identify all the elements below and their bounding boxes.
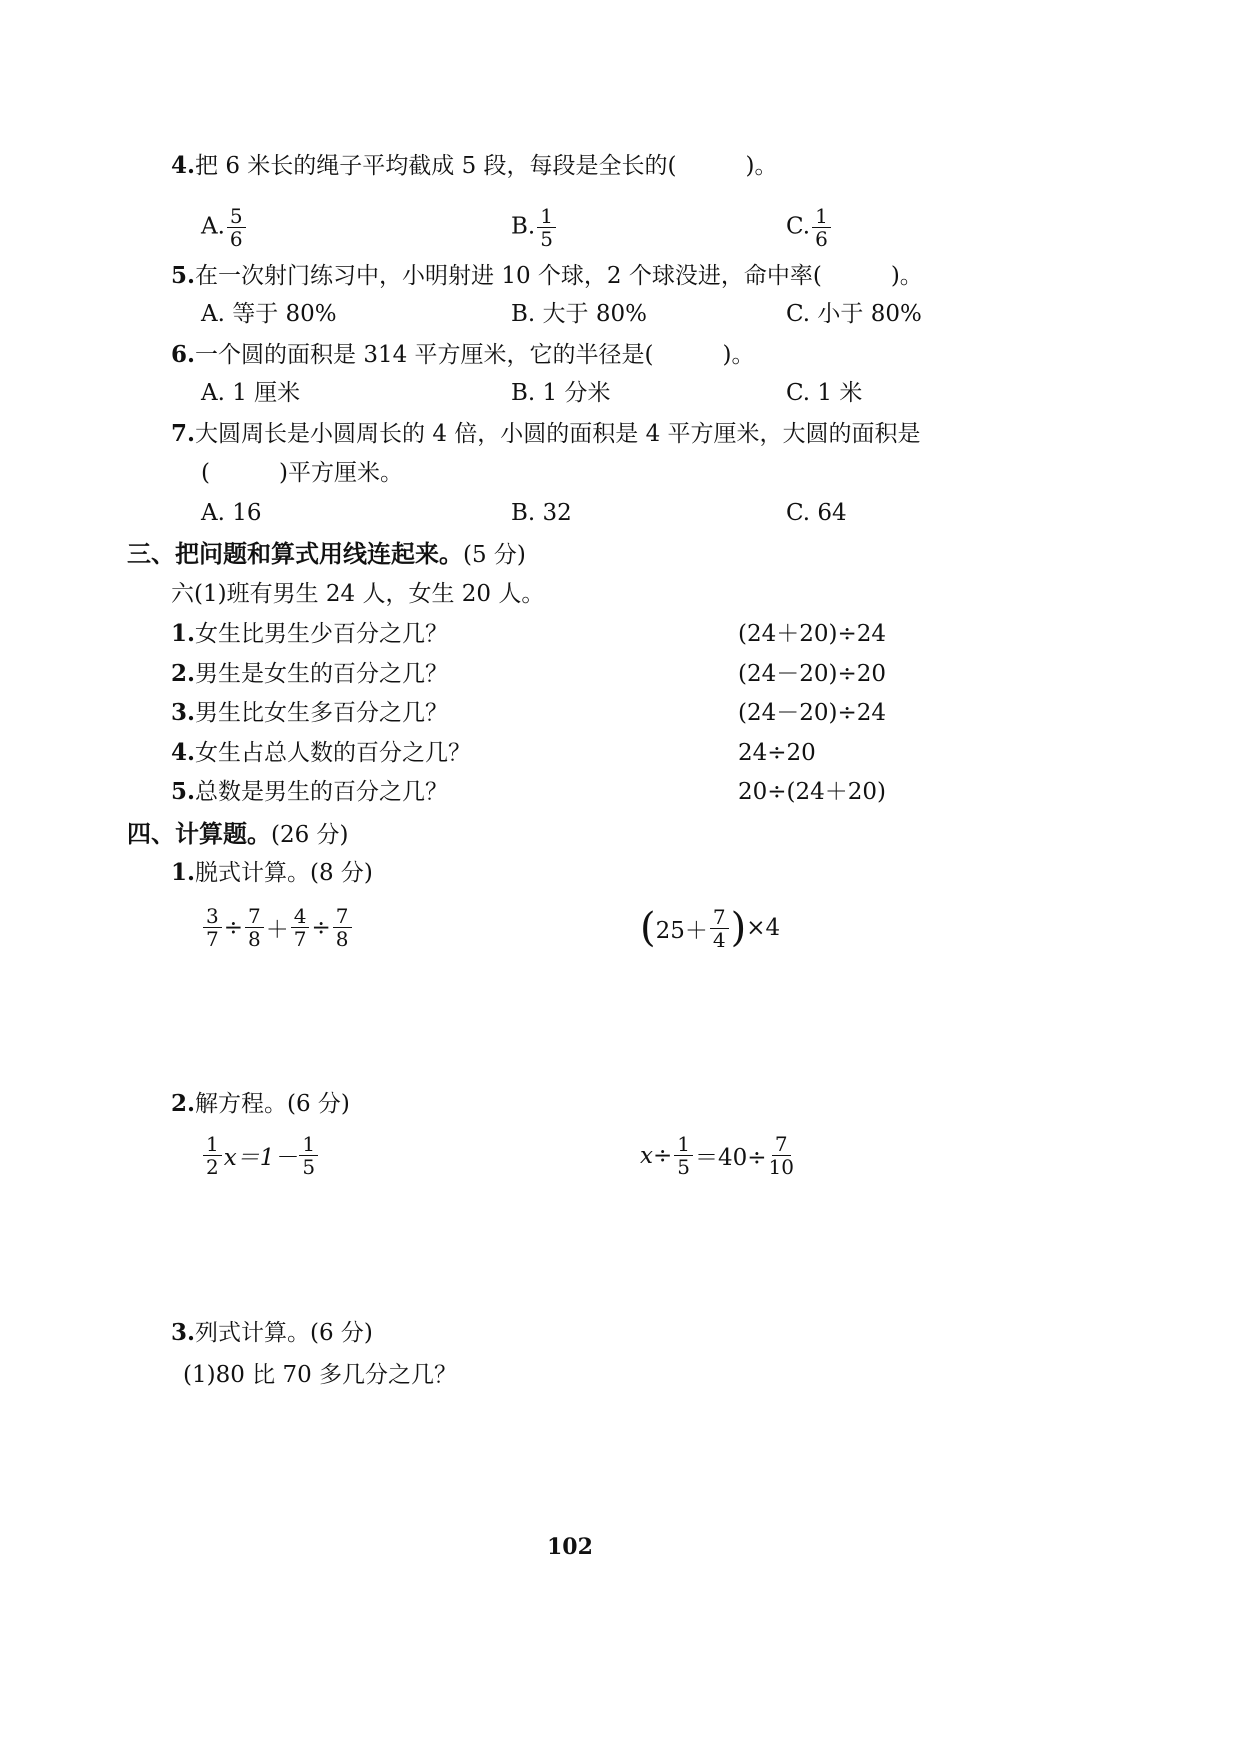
q6-option-b: B. 1 分米: [511, 380, 611, 406]
match-question: 5.总数是男生的百分之几？: [171, 778, 449, 805]
equation-2: x÷ $\frac{1}{5}$ ＝40÷ $\frac{7}{10}$: [640, 1132, 794, 1179]
section-4-heading: 四、计算题。(26 分): [127, 819, 349, 848]
q5-option-a: A. 等于 80%: [201, 301, 337, 327]
q4-option-b: B. $\frac{1}{5}$: [511, 205, 558, 250]
q7-option-a: A. 16: [201, 500, 262, 526]
expression-2: ( 25＋ $\frac{7}{4}$ ) ×4: [640, 904, 781, 952]
question-7-cont: ( )平方厘米。: [201, 460, 403, 486]
match-formula: (24－20)÷24: [738, 700, 887, 726]
expression-1: $\frac{3}{7}$ ÷ $\frac{7}{8}$ ＋ $\frac{4}{7}$ ÷ $\frac{7}{8}$: [201, 905, 354, 950]
match-formula: 24÷20: [738, 740, 816, 766]
match-question: 2.男生是女生的百分之几？: [171, 660, 449, 687]
match-formula: (24－20)÷20: [738, 661, 887, 687]
part-1-heading: 1.脱式计算。(8 分): [171, 859, 373, 886]
q-text: 把 6 米长的绳子平均截成 5 段，每段是全长的( )。: [195, 153, 778, 179]
match-formula: (24＋20)÷24: [738, 621, 887, 647]
q5-option-c: C. 小于 80%: [786, 301, 922, 327]
question-5: 5.在一次射门练习中，小明射进 10 个球，2 个球没进，命中率( )。: [171, 262, 923, 289]
q6-option-a: A. 1 厘米: [201, 380, 301, 406]
part-2-heading: 2.解方程。(6 分): [171, 1090, 350, 1117]
q-num: 4.: [171, 152, 196, 179]
q7-option-b: B. 32: [511, 500, 572, 526]
section-3-heading: 三、把问题和算式用线连起来。(5 分): [127, 539, 526, 568]
match-question: 3.男生比女生多百分之几？: [171, 699, 449, 726]
q4-option-c: C. $\frac{1}{6}$: [786, 205, 833, 250]
part-3-question-1: (1)80 比 70 多几分之几？: [183, 1362, 458, 1388]
question-4: [171, 151, 777, 181]
part-3-heading: 3.列式计算。(6 分): [171, 1319, 373, 1346]
question-6: 6.一个圆的面积是 314 平方厘米，它的半径是( )。: [171, 341, 755, 368]
match-question: 4.女生占总人数的百分之几？: [171, 739, 472, 766]
q7-option-c: C. 64: [786, 500, 847, 526]
section-3-intro: 六(1)班有男生 24 人，女生 20 人。: [171, 581, 545, 607]
page-number: 102: [547, 1534, 593, 1560]
equation-1: $\frac{1}{2}$ x＝1－ $\frac{1}{5}$: [201, 1133, 320, 1178]
q6-option-c: C. 1 米: [786, 380, 863, 406]
q5-option-b: B. 大于 80%: [511, 301, 647, 327]
match-formula: 20÷(24＋20): [738, 779, 887, 805]
match-question: 1.女生比男生少百分之几？: [171, 620, 449, 647]
question-7: 7.大圆周长是小圆周长的 4 倍，小圆的面积是 4 平方厘米，大圆的面积是: [171, 420, 921, 447]
q4-option-a: A. $\frac{5}{6}$: [201, 205, 248, 250]
